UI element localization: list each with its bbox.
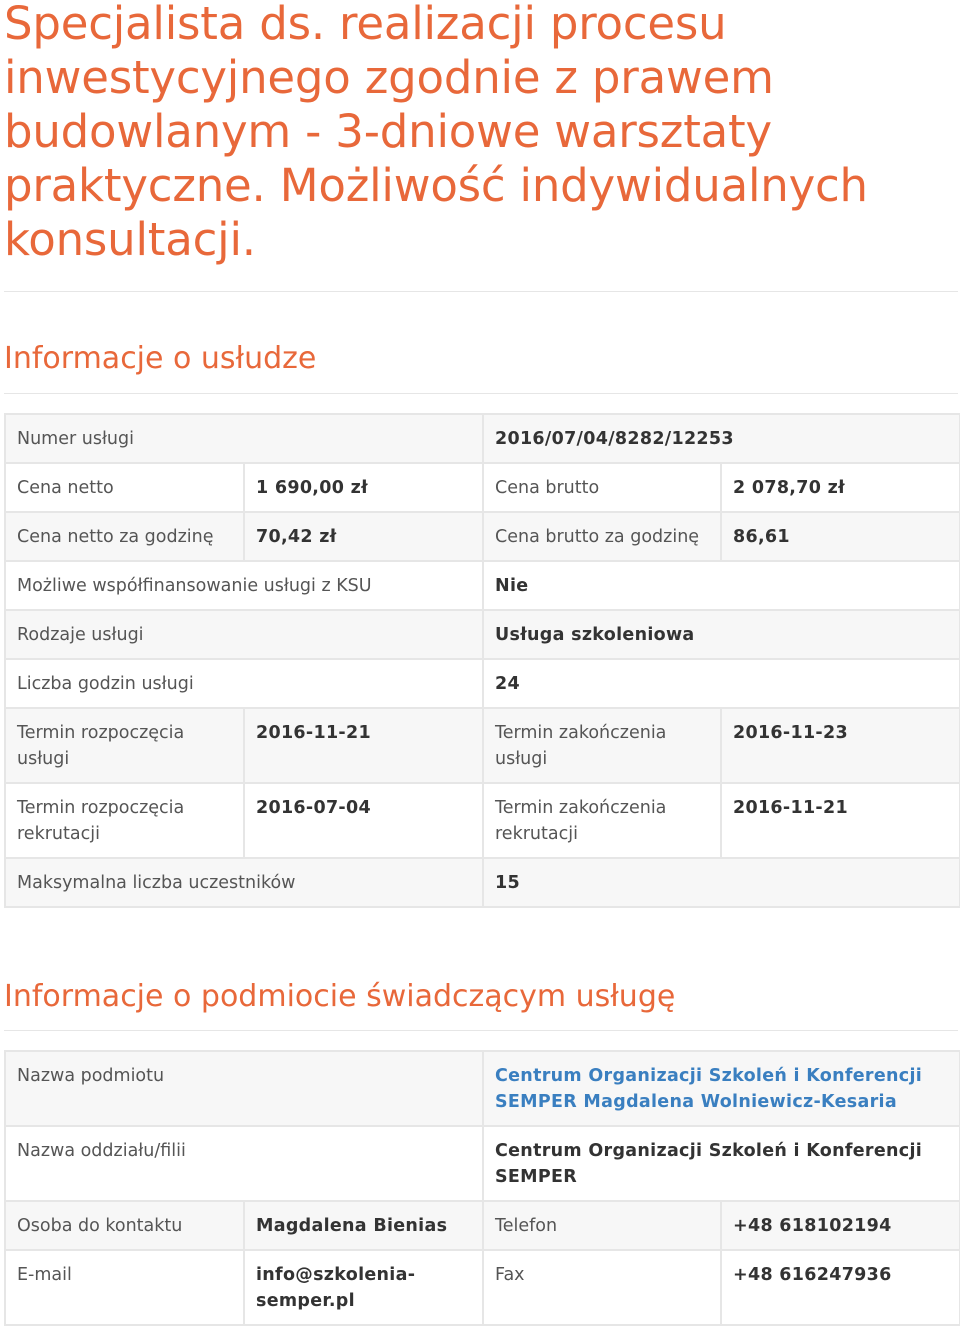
value-rodzaje-uslugi: Usługa szkoleniowa <box>483 610 960 659</box>
label-cena-brutto-godzina: Cena brutto za godzinę <box>483 512 721 561</box>
value-numer-uslugi: 2016/07/04/8282/12253 <box>483 414 960 463</box>
value-termin-zakonczenia-uslugi: 2016-11-23 <box>721 708 960 783</box>
label-cena-netto: Cena netto <box>5 463 244 512</box>
table-row <box>5 783 960 858</box>
table-row <box>5 1250 960 1325</box>
label-nazwa-oddzialu: Nazwa oddziału/filii <box>5 1126 483 1201</box>
label-cena-brutto: Cena brutto <box>483 463 721 512</box>
label-termin-rozpoczecia-rekrutacji: Termin rozpoczęcia rekrutacji <box>5 783 244 858</box>
label-email: E-mail <box>5 1250 244 1325</box>
label-liczba-godzin: Liczba godzin usługi <box>5 659 483 708</box>
value-cena-netto-godzina: 70,42 zł <box>244 512 483 561</box>
label-telefon: Telefon <box>483 1201 721 1250</box>
divider <box>4 1030 958 1031</box>
value-termin-zakonczenia-rekrutacji: 2016-11-21 <box>721 783 960 858</box>
value-cena-brutto: 2 078,70 zł <box>721 463 960 512</box>
label-numer-uslugi: Numer usługi <box>5 414 483 463</box>
table-row <box>5 414 960 463</box>
provider-info-table <box>4 1050 960 1326</box>
label-nazwa-podmiotu: Nazwa podmiotu <box>5 1051 483 1126</box>
value-cena-brutto-godzina: 86,61 <box>721 512 960 561</box>
value-fax: +48 616247936 <box>721 1250 960 1325</box>
provider-name-link[interactable]: Centrum Organizacji Szkoleń i Konferencji SEMPER Magdalena Wolniewicz-Kesaria <box>483 1051 960 1126</box>
divider <box>4 291 958 292</box>
table-row <box>5 463 960 512</box>
label-termin-zakonczenia-uslugi: Termin zakończenia usługi <box>483 708 721 783</box>
table-row <box>5 1201 960 1250</box>
value-max-uczestnikow: 15 <box>483 858 960 907</box>
value-liczba-godzin: 24 <box>483 659 960 708</box>
service-info-table <box>4 413 960 908</box>
label-rodzaje-uslugi: Rodzaje usługi <box>5 610 483 659</box>
table-row <box>5 1051 960 1126</box>
label-ksu: Możliwe współfinansowanie usługi z KSU <box>5 561 483 610</box>
value-email: info@szkolenia-semper.pl <box>244 1250 483 1325</box>
label-cena-netto-godzina: Cena netto za godzinę <box>5 512 244 561</box>
table-row <box>5 512 960 561</box>
value-termin-rozpoczecia-uslugi: 2016-11-21 <box>244 708 483 783</box>
label-termin-rozpoczecia-uslugi: Termin rozpoczęcia usługi <box>5 708 244 783</box>
page-title: Specjalista ds. realizacji procesu inwestycyjnego zgodnie z prawem budowlanym - 3-dniowe warsztaty praktyczne. Możliwość indywidualnych konsultacji. <box>4 0 868 266</box>
value-telefon: +48 618102194 <box>721 1201 960 1250</box>
table-row <box>5 659 960 708</box>
value-cena-netto: 1 690,00 zł <box>244 463 483 512</box>
section-heading-service: Informacje o usłudze <box>4 341 317 376</box>
table-row <box>5 1126 960 1201</box>
value-osoba-kontakt: Magdalena Bienias <box>244 1201 483 1250</box>
table-row <box>5 858 960 907</box>
value-ksu: Nie <box>483 561 960 610</box>
table-row <box>5 708 960 783</box>
table-row <box>5 561 960 610</box>
label-fax: Fax <box>483 1250 721 1325</box>
label-termin-zakonczenia-rekrutacji: Termin zakończenia rekrutacji <box>483 783 721 858</box>
section-heading-provider: Informacje o podmiocie świadczącym usługę <box>4 979 676 1014</box>
value-termin-rozpoczecia-rekrutacji: 2016-07-04 <box>244 783 483 858</box>
divider <box>4 393 958 394</box>
value-nazwa-oddzialu: Centrum Organizacji Szkoleń i Konferencji SEMPER <box>483 1126 960 1201</box>
label-max-uczestnikow: Maksymalna liczba uczestników <box>5 858 483 907</box>
table-row <box>5 610 960 659</box>
label-osoba-kontakt: Osoba do kontaktu <box>5 1201 244 1250</box>
